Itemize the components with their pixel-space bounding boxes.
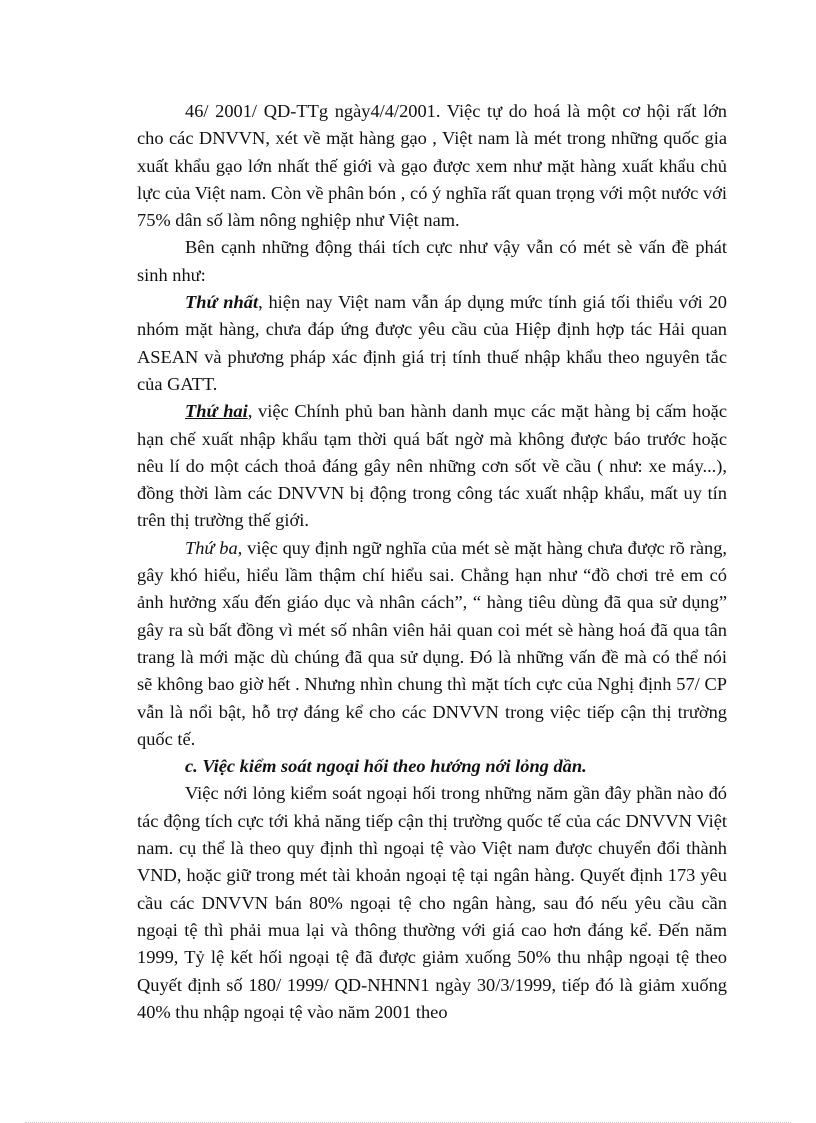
third-issue-lead: Thứ ba, [185, 537, 243, 558]
second-issue-text: , việc Chính phủ ban hành danh mục các mặt hàng bị cấm hoặc hạn chế xuất nhập khẩu tạm thời quá bất ngờ mà không được báo trước hoặc nêu lí do một cách thoả đáng gây nên những cơn sốt về cầu ( như: xe máy...), đồng thời làm các DNVVN bị động trong công tác xuất nhập khẩu, mất uy tín trên thị trường thế giới. [137, 401, 727, 531]
section-heading: c. Việc kiểm soát ngoại hối theo hướng nới lỏng dần. [185, 756, 587, 777]
second-issue-lead: Thứ hai [185, 401, 248, 422]
paragraph-second-issue [137, 398, 727, 534]
paragraph-first-issue [137, 289, 727, 398]
document-body [137, 98, 727, 1026]
paragraph-intro: 46/ 2001/ QD-TTg ngày4/4/2001. Việc tự do hoá là một cơ hội rất lớn cho các DNVVN, xét về mặt hàng gạo , Việt nam là mét trong những quốc gia xuất khẩu gạo lớn nhất thế giới và gạo được xem như mặt hàng xuất khẩu chủ lực của Việt nam. Còn về phân bón , có ý nghĩa rất quan trọng với một nước với 75% dân số làm nông nghiệp như Việt nam. [137, 101, 727, 231]
first-issue-text: , hiện nay Việt nam vẫn áp dụng mức tính giá tối thiểu với 20 nhóm mặt hàng, chưa đáp ứng được yêu cầu của Hiệp định hợp tác Hải quan ASEAN và phương pháp xác định giá trị tính thuế nhập khẩu theo nguyên tắc của GATT. [137, 292, 727, 394]
first-issue-lead: Thứ nhất [185, 292, 259, 313]
paragraph-issues-intro: Bên cạnh những động thái tích cực như vậy vẫn có mét sè vấn đề phát sinh như: [137, 237, 727, 285]
paragraph-foreign-exchange: Việc nới lỏng kiểm soát ngoại hối trong những năm gần đây phần nào đó tác động tích cực tới khả năng tiếp cận thị trường quốc tế của các DNVVN Việt nam. cụ thể là theo quy định thì ngoại tệ vào Việt nam được chuyển đổi thành VND, hoặc giữ trong mét tài khoản ngoại tệ tại ngân hàng. Quyết định 173 yêu cầu các DNVVN bán 80% ngoại tệ cho ngân hàng, sau đó nếu yêu cầu cần ngoại tệ thì phải mua lại và thông thường với giá cao hơn đáng kể. Đến năm 1999, Tỷ lệ kết hối ngoại tệ đã được giảm xuống 50% thu nhập ngoại tệ theo Quyết định số 180/ 1999/ QD-NHNN1 ngày 30/3/1999, tiếp đó là giảm xuống 40% thu nhập ngoại tệ vào năm 2001 theo [137, 783, 727, 1022]
third-issue-text: việc quy định ngữ nghĩa của mét sè mặt hàng chưa được rõ ràng, gây khó hiểu, hiểu lầm thậm chí hiểu sai. Chẳng hạn như “đồ chơi trẻ em có ảnh hưởng xấu đến giáo dục và nhân cách”, “ hàng tiêu dùng đã qua sử dụng” gây ra sù bất đồng vì mét số nhân viên hải quan coi mét sè hàng hoá đã qua tân trang là mới mặc dù chúng đã qua sử dụng. Đó là những vấn đề mà có thể nói sẽ không bao giờ hết . Nhưng nhìn chung thì mặt tích cực của Nghị định 57/ CP vẫn là nổi bật, hỗ trợ đáng kể cho các DNVVN trong việc tiếp cận thị trường quốc tế. [137, 537, 727, 749]
paragraph-third-issue [137, 535, 727, 753]
